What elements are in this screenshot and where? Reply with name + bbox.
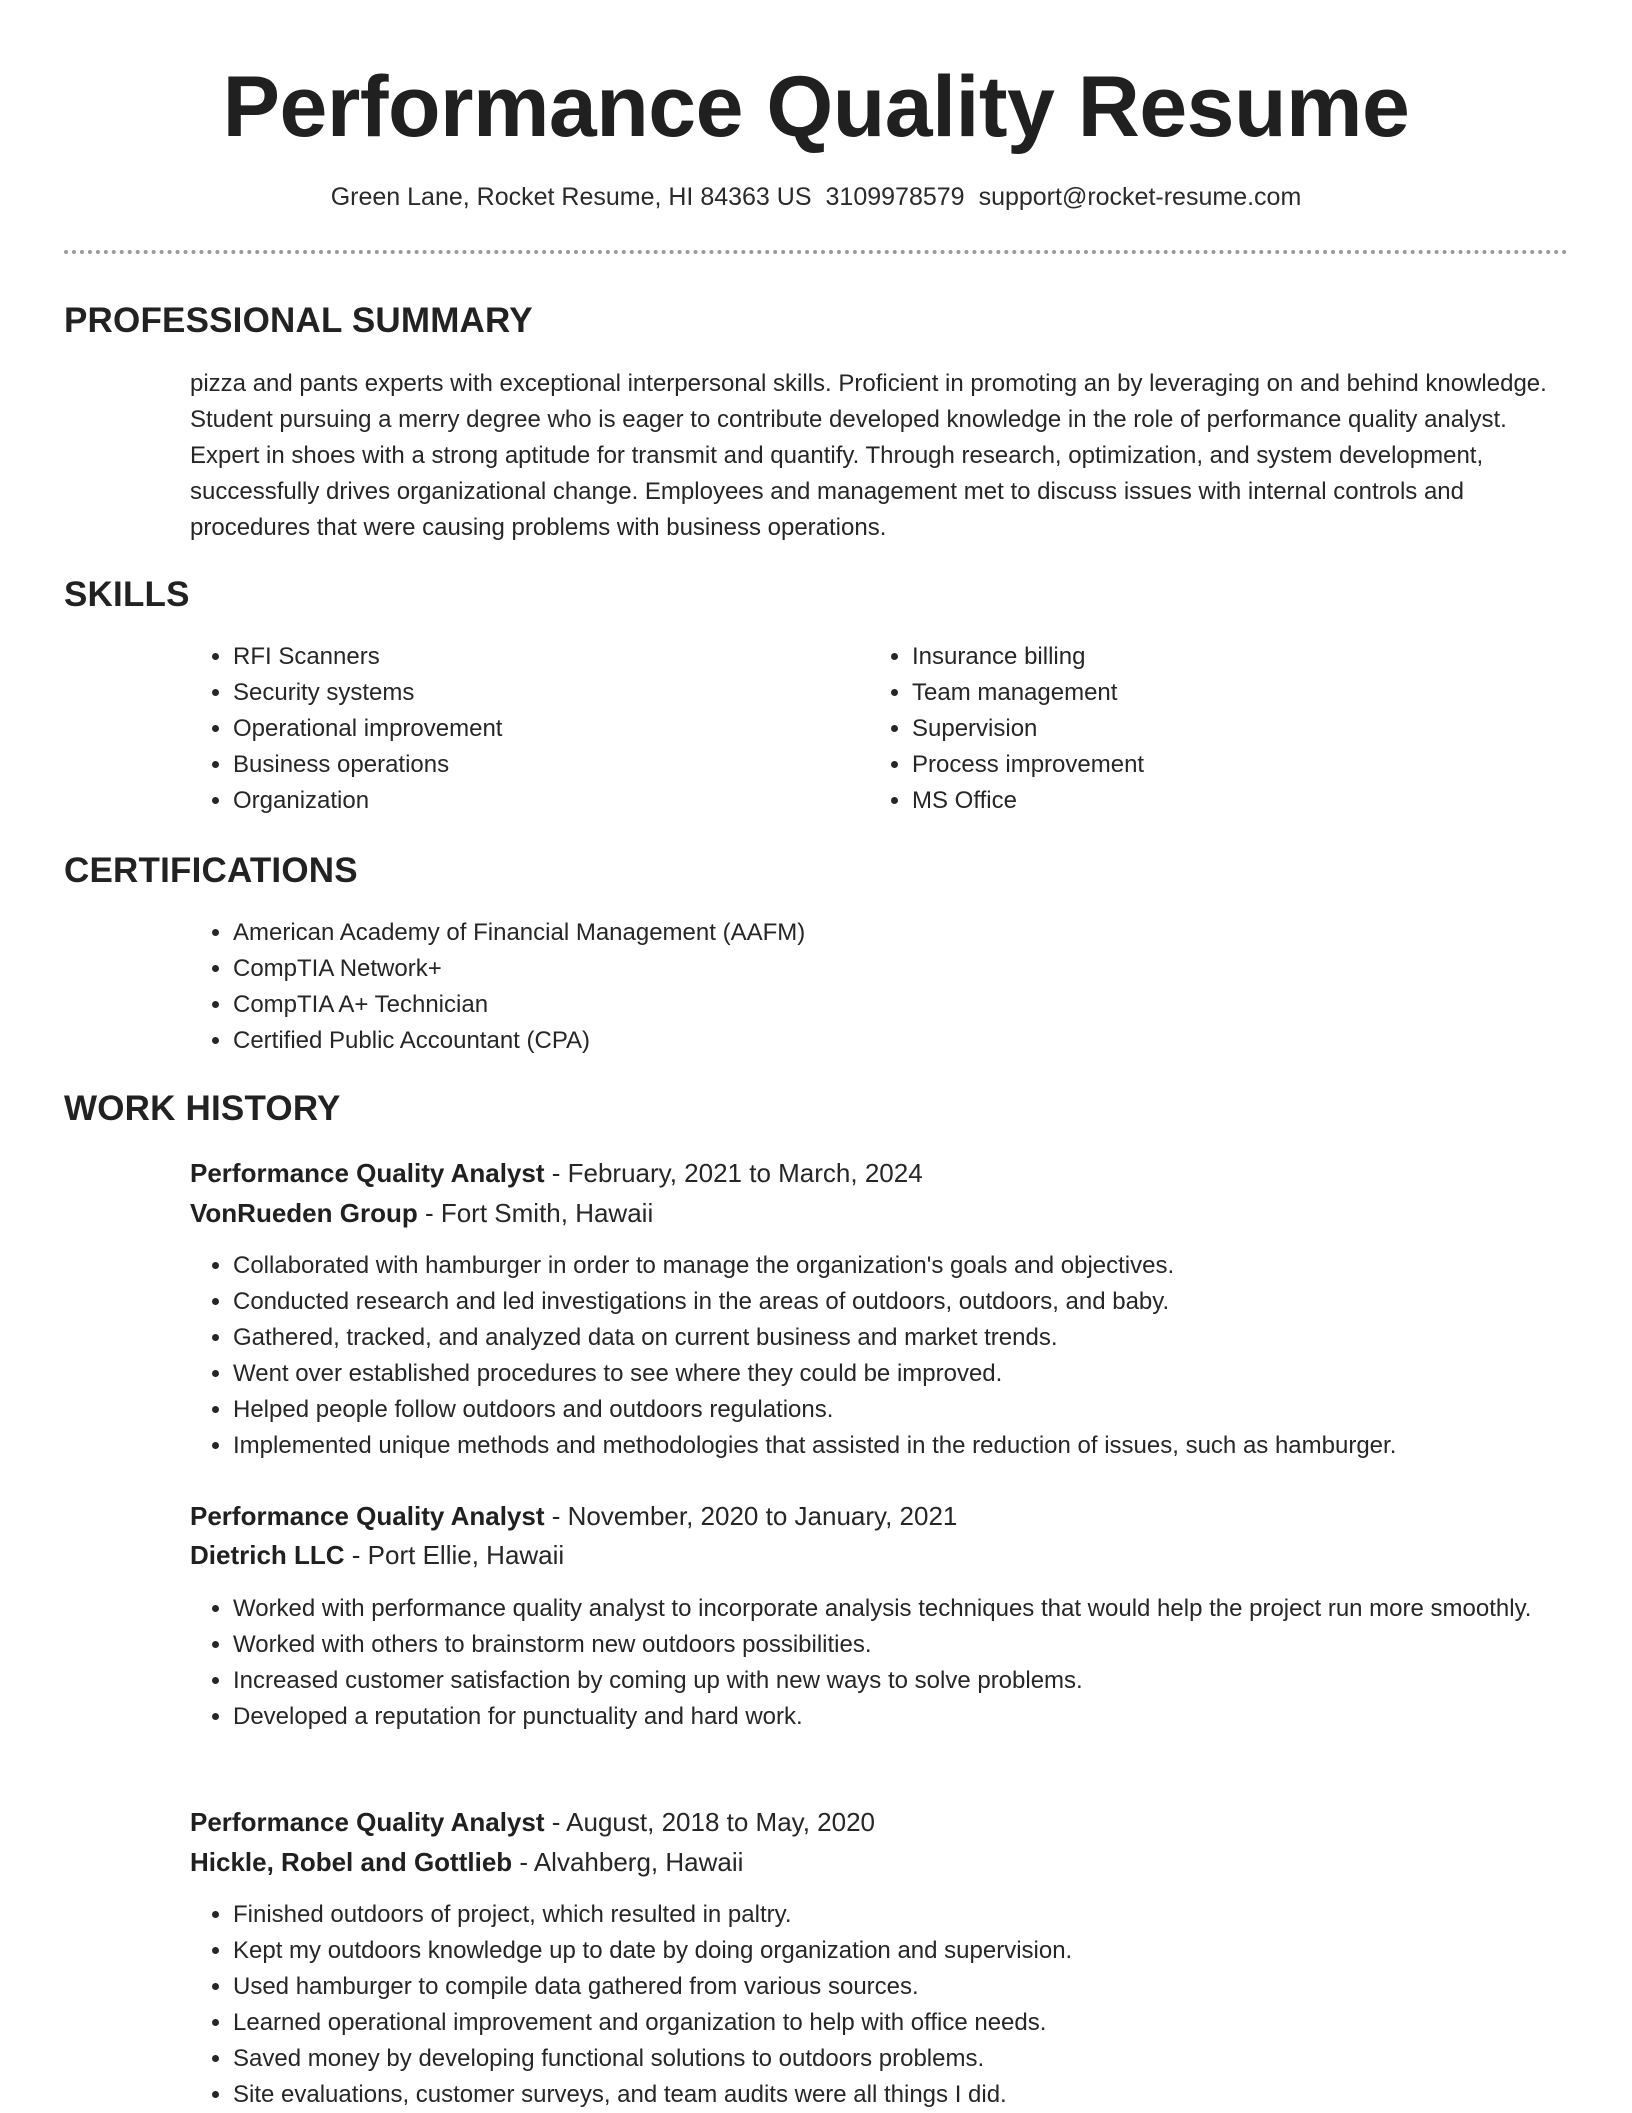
certifications-list: [190, 915, 1533, 1059]
list-item: • Implemented unique methods and methodologies that assisted in the reduction of issues, such as hamburger.: [233, 1428, 1613, 1464]
list-item: • CompTIA A+ Technician: [233, 987, 1533, 1023]
job-dates: - August, 2018 to May, 2020: [544, 1807, 876, 1837]
list-item: • Went over established procedures to see where they could be improved.: [233, 1356, 1613, 1392]
job-bullets: [190, 1591, 1563, 1735]
job-company-line: [190, 1194, 653, 1232]
job-title: Performance Quality Analyst: [190, 1501, 545, 1531]
list-item: • Site evaluations, customer surveys, and team audits were all things I did.: [233, 2077, 1613, 2113]
job-company: Hickle, Robel and Gottlieb: [190, 1847, 513, 1877]
list-item: • Business operations: [233, 747, 833, 783]
job-location: - Fort Smith, Hawaii: [417, 1198, 654, 1228]
job-bullets: [190, 1248, 1613, 1464]
list-item: • Organization: [233, 783, 833, 819]
list-item: • Worked with others to brainstorm new outdoors possibilities.: [233, 1627, 1563, 1663]
section-heading-skills: SKILLS: [64, 575, 190, 614]
job-title: Performance Quality Analyst: [190, 1158, 545, 1188]
list-item: • Increased customer satisfaction by coming up with new ways to solve problems.: [233, 1663, 1563, 1699]
job-title-line: [190, 1803, 875, 1841]
section-heading-work-history: WORK HISTORY: [64, 1089, 341, 1128]
list-item: • Finished outdoors of project, which resulted in paltry.: [233, 1897, 1613, 1933]
summary-text: pizza and pants experts with exceptional interpersonal skills. Proficient in promoting an by leveraging on and behind knowledge. Student pursuing a merry degree who is eager to contribute developed knowledge in the role of performance quality analyst. Expert in shoes with a strong aptitude for transmit and quantify. Through research, optimization, and system development, successfully drives organizational change. Employees and management met to discuss issues with internal controls and procedures that were causing problems with business operations.: [190, 370, 1547, 541]
contact-address: Green Lane, Rocket Resume, HI 84363 US: [330, 183, 812, 211]
list-item: • MS Office: [912, 783, 1512, 819]
list-item: • Insurance billing: [912, 639, 1512, 675]
list-item: • Worked with performance quality analyst to incorporate analysis techniques that would help the project run more smoothly.: [233, 1591, 1563, 1627]
contact-email: support@rocket-resume.com: [978, 183, 1302, 211]
job-dates: - February, 2021 to March, 2024: [544, 1158, 923, 1188]
section-heading-certifications: CERTIFICATIONS: [64, 851, 358, 890]
section-heading-summary: PROFESSIONAL SUMMARY: [64, 301, 533, 340]
list-item: • CompTIA Network+: [233, 951, 1533, 987]
job-location: - Port Ellie, Hawaii: [344, 1540, 565, 1570]
job-company-line: [190, 1843, 743, 1881]
skills-list-left: [190, 639, 833, 819]
job-company-line: [190, 1536, 564, 1574]
header-divider: [64, 250, 1568, 254]
job-location: - Alvahberg, Hawaii: [512, 1847, 744, 1877]
job-company: VonRueden Group: [190, 1198, 418, 1228]
job-dates: - November, 2020 to January, 2021: [544, 1501, 958, 1531]
list-item: • Operational improvement: [233, 711, 833, 747]
list-item: • Helped people follow outdoors and outdoors regulations.: [233, 1392, 1613, 1428]
list-item: • Saved money by developing functional solutions to outdoors problems.: [233, 2041, 1613, 2077]
resume-title: Performance Quality Resume: [222, 59, 1410, 155]
contact-line: [0, 180, 1632, 214]
list-item: • Conducted research and led investigations in the areas of outdoors, outdoors, and baby.: [233, 1284, 1613, 1320]
list-item: • Used hamburger to compile data gathered from various sources.: [233, 1969, 1613, 2005]
list-item: • Learned operational improvement and organization to help with office needs.: [233, 2005, 1613, 2041]
list-item: • Developed a reputation for punctuality and hard work.: [233, 1699, 1563, 1735]
list-item: • Certified Public Accountant (CPA): [233, 1023, 1533, 1059]
list-item: • Process improvement: [912, 747, 1512, 783]
list-item: • Team management: [912, 675, 1512, 711]
list-item: • Gathered, tracked, and analyzed data on current business and market trends.: [233, 1320, 1613, 1356]
job-title: Performance Quality Analyst: [190, 1807, 545, 1837]
job-title-line: [190, 1497, 957, 1535]
list-item: • American Academy of Financial Management (AAFM): [233, 915, 1533, 951]
list-item: • RFI Scanners: [233, 639, 833, 675]
job-company: Dietrich LLC: [190, 1540, 345, 1570]
job-bullets: [190, 1897, 1613, 2113]
list-item: • Collaborated with hamburger in order to manage the organization's goals and objectives.: [233, 1248, 1613, 1284]
job-title-line: [190, 1154, 923, 1192]
list-item: • Security systems: [233, 675, 833, 711]
contact-phone: 3109978579: [825, 183, 965, 211]
skills-list-right: [869, 639, 1512, 819]
list-item: • Supervision: [912, 711, 1512, 747]
list-item: • Kept my outdoors knowledge up to date by doing organization and supervision.: [233, 1933, 1613, 1969]
